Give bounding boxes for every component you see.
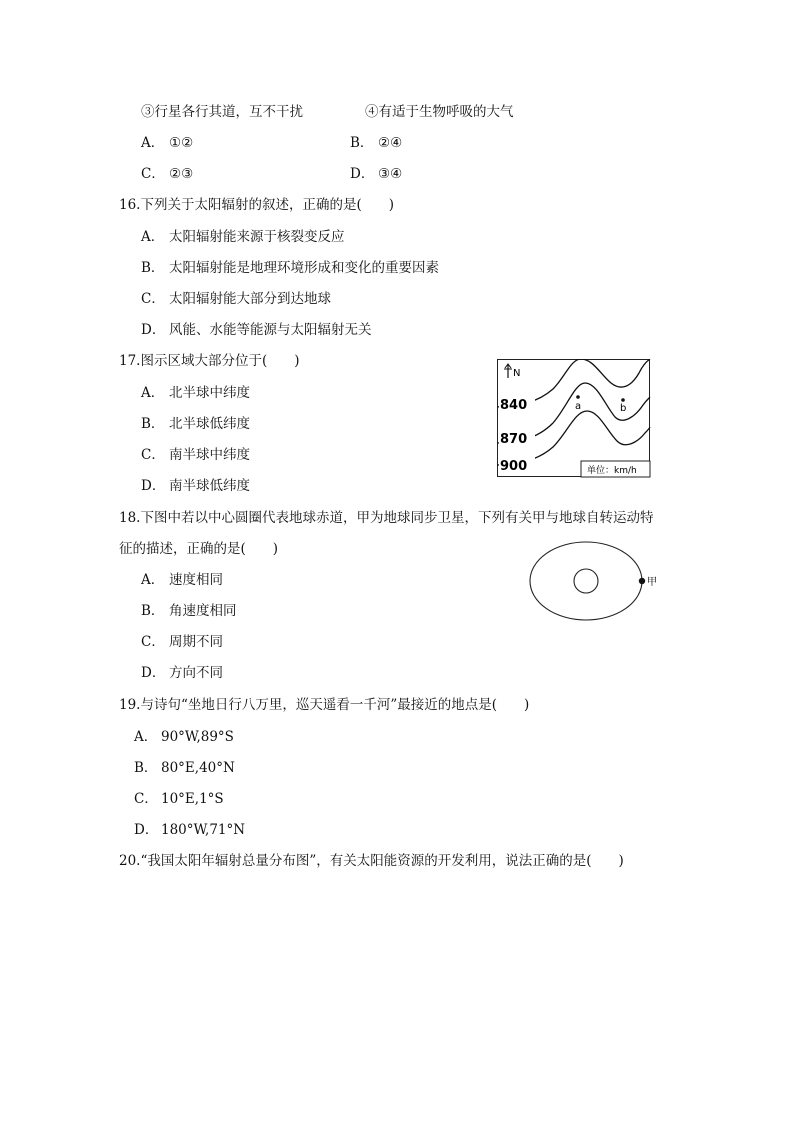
q19-stem: 19.与诗句“坐地日行八万里，巡天遥看一千河”最接近的地点是( ) bbox=[119, 697, 530, 713]
q19-option-a: A． 90°W,89°S bbox=[134, 729, 234, 745]
q15-item-4: ④有适于生物呼吸的大气 bbox=[365, 104, 514, 120]
q17-isoline-map bbox=[497, 359, 651, 478]
q18-orbit-diagram bbox=[520, 538, 660, 624]
q18-stem-line1: 18.下图中若以中心圆圈代表地球赤道，甲为地球同步卫星，下列有关甲与地球自转运动特 bbox=[119, 510, 654, 526]
q15-option-a: A． ①② bbox=[141, 135, 194, 151]
satellite-jia-label: 甲 bbox=[647, 577, 657, 588]
q15-item-3: ③行星各行其道，互不干扰 bbox=[141, 104, 303, 120]
q16-option-b: B． 太阳辐射能是地理环境形成和变化的重要因素 bbox=[141, 260, 439, 276]
point-b-marker bbox=[621, 398, 625, 402]
q16-option-d: D． 风能、水能等能源与太阳辐射无关 bbox=[141, 322, 372, 338]
q16-option-a: A． 太阳辐射能来源于核裂变反应 bbox=[141, 229, 345, 245]
isoline-label-900: 900 bbox=[500, 459, 528, 474]
q17-option-d: D． 南半球低纬度 bbox=[141, 478, 250, 494]
q15-option-d: D． ③④ bbox=[350, 166, 403, 182]
isoline-label-870: 870 bbox=[500, 432, 528, 447]
satellite-orbit bbox=[530, 542, 642, 620]
point-a-marker bbox=[576, 395, 580, 399]
q18-option-c: C． 周期不同 bbox=[141, 634, 223, 650]
point-b-label: b bbox=[620, 403, 627, 414]
q17-option-c: C． 南半球中纬度 bbox=[141, 447, 250, 463]
q20-stem: 20.“我国太阳年辐射总量分布图”，有关太阳能资源的开发利用，说法正确的是( ) bbox=[119, 853, 624, 869]
q16-stem: 16.下列关于太阳辐射的叙述，正确的是( ) bbox=[119, 197, 395, 213]
isoline-label-840: 840 bbox=[500, 398, 528, 413]
q17-option-a: A． 北半球中纬度 bbox=[141, 385, 250, 401]
q16-option-c: C． 太阳辐射能大部分到达地球 bbox=[141, 291, 331, 307]
q19-option-d: D． 180°W,71°N bbox=[134, 822, 246, 838]
satellite-jia-marker bbox=[639, 578, 645, 584]
q17-stem: 17.图示区域大部分位于( ) bbox=[119, 353, 300, 369]
q19-option-c: C． 10°E,1°S bbox=[134, 791, 224, 807]
q18-option-d: D． 方向不同 bbox=[141, 665, 223, 681]
unit-label: 单位：km/h bbox=[587, 466, 637, 476]
q19-option-b: B． 80°E,40°N bbox=[134, 760, 235, 776]
point-a-label: a bbox=[575, 401, 582, 412]
north-label: N bbox=[513, 368, 521, 379]
q18-option-b: B． 角速度相同 bbox=[141, 603, 237, 619]
q18-stem-line2: 征的描述，正确的是( ) bbox=[119, 541, 279, 557]
q15-option-c: C． ②③ bbox=[141, 166, 194, 182]
q18-option-a: A． 速度相同 bbox=[141, 572, 223, 588]
q17-option-b: B． 北半球低纬度 bbox=[141, 416, 250, 432]
q15-option-b: B． ②④ bbox=[350, 135, 403, 151]
earth-equator-circle bbox=[574, 569, 598, 593]
